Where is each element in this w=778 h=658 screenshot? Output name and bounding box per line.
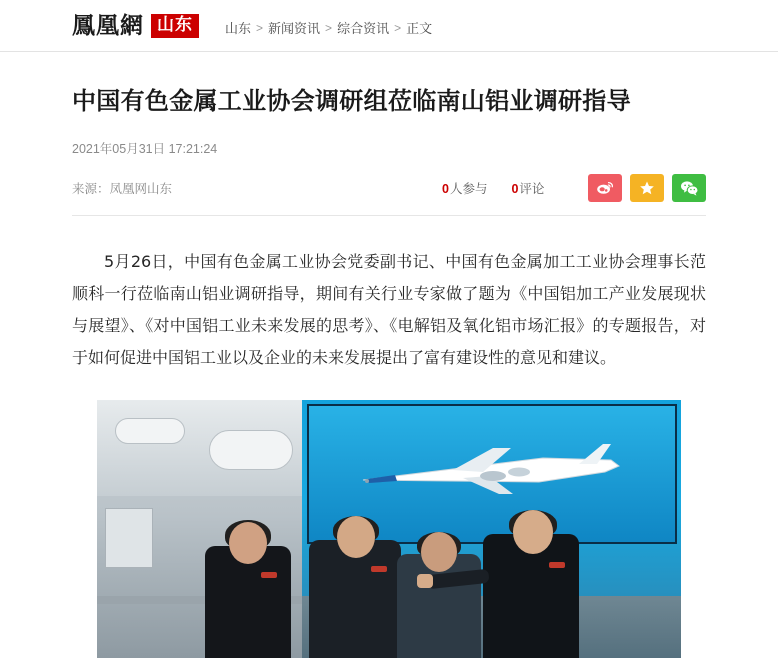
breadcrumb-item-news[interactable]: 新闻资讯: [268, 21, 321, 36]
participate-count: 0: [442, 182, 449, 197]
breadcrumb-separator: >: [325, 20, 333, 35]
participate-count-group[interactable]: [442, 179, 487, 197]
share-weibo-button[interactable]: [588, 174, 622, 202]
comment-label: 评论: [519, 182, 545, 197]
logo-text: 鳳凰網: [72, 12, 144, 39]
page-title: 中国有色金属工业协会调研组莅临南山铝业调研指导: [72, 87, 631, 115]
photo-duct: [115, 418, 185, 444]
star-icon: [639, 180, 655, 196]
engagement-counts: [442, 179, 544, 197]
article-photo: [97, 400, 681, 658]
site-logo[interactable]: [72, 14, 199, 38]
breadcrumb-item-shandong[interactable]: 山东: [225, 21, 252, 36]
breadcrumb-separator: >: [394, 20, 402, 35]
article-source: 来源：凤凰网山东: [72, 182, 173, 197]
site-header: [0, 0, 778, 52]
article-body: 5月26日，中国有色金属工业协会党委副书记、中国有色金属加工工业协会理事长范顺科一行莅临南山铝业调研指导，期间有关行业专家做了题为《中国铝加工产业发展现状与展望》、《对中国铝工业未来发展的思考》、《电解铝及氧化铝市场汇报》的专题报告，对于如何促进中国铝工业以及企业的未来发展提出了富有建设性的意见和建议。: [72, 252, 706, 368]
share-buttons: [588, 174, 706, 202]
article-container: [0, 86, 778, 658]
breadcrumb-item-current: 正文: [406, 21, 433, 36]
airplane-graphic: [343, 440, 633, 502]
share-favorite-button[interactable]: [630, 174, 664, 202]
photo-duct: [209, 430, 293, 470]
breadcrumb: [225, 14, 432, 37]
breadcrumb-separator: >: [256, 20, 264, 35]
article-meta-row: [72, 171, 706, 205]
article-date: 2021年05月31日 17:21:24: [72, 142, 218, 157]
participate-label: 人参与: [449, 182, 488, 197]
share-wechat-button[interactable]: [672, 174, 706, 202]
comment-count-group[interactable]: [511, 179, 544, 197]
wechat-icon: [680, 180, 699, 196]
photo-wall-panel: [105, 508, 153, 568]
weibo-icon: [596, 181, 614, 195]
breadcrumb-item-general[interactable]: 综合资讯: [337, 21, 390, 36]
comment-count: 0: [511, 182, 519, 197]
meta-divider: [72, 215, 706, 216]
logo-region-badge: 山东: [151, 14, 199, 38]
